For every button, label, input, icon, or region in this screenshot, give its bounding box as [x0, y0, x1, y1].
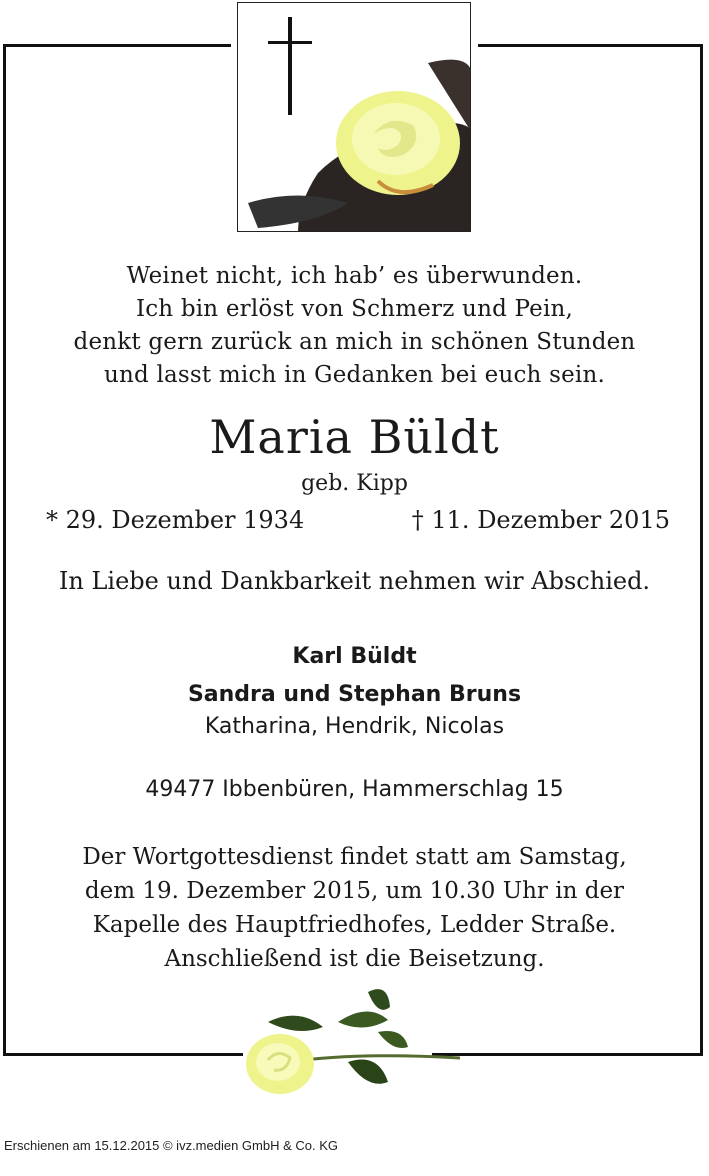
memorial-poem: [30, 260, 679, 392]
mourner-primary: Karl Büldt: [292, 644, 417, 669]
cross-horizontal: [268, 41, 312, 44]
poem-line: denkt gern zurück an mich in schönen Stunden: [73, 329, 636, 355]
frame-bottom-left-line: [3, 1053, 243, 1056]
mourner-address: 49477 Ibbenbüren, Hammerschlag 15: [145, 777, 564, 802]
cross-rose-photo: [237, 2, 471, 232]
rose-petal-inner: [352, 103, 440, 175]
birth-date: * 29. Dezember 1934: [46, 506, 305, 534]
poem-line: Ich bin erlöst von Schmerz und Pein,: [135, 296, 574, 322]
service-line: Anschließend ist die Beisetzung.: [164, 946, 545, 972]
poem-line: und lasst mich in Gedanken bei euch sein.: [104, 362, 605, 388]
service-line: dem 19. Dezember 2015, um 10.30 Uhr in der: [84, 878, 625, 904]
cross-vertical: [288, 17, 292, 115]
leaf-icon: [368, 989, 390, 1010]
service-line: Der Wortgottesdienst findet statt am Samstag,: [82, 844, 627, 870]
publication-footer: Erschienen am 15.12.2015 © ivz.medien GmbH & Co. KG: [4, 1138, 339, 1153]
frame-top-right-line: [478, 44, 703, 47]
frame-bottom-right-line: [432, 1053, 703, 1056]
cross-rose-illustration: [238, 3, 471, 232]
mourner-secondary: Sandra und Stephan Bruns: [187, 682, 522, 707]
bottom-rose-decoration: [228, 982, 464, 1106]
death-date: † 11. Dezember 2015: [411, 506, 670, 534]
rose-illustration: [228, 982, 464, 1106]
mourner-grandchildren: Katharina, Hendrik, Nicolas: [204, 714, 505, 739]
leaf-icon: [268, 1016, 323, 1031]
deceased-name: Maria Büldt: [209, 410, 500, 464]
farewell-line: In Liebe und Dankbarkeit nehmen wir Abschied.: [58, 567, 651, 595]
leaf-icon: [338, 1011, 388, 1027]
frame-top-left-line: [3, 44, 231, 47]
maiden-name: geb. Kipp: [301, 471, 408, 496]
poem-line: Weinet nicht, ich hab’ es überwunden.: [126, 263, 583, 289]
service-line: Kapelle des Hauptfriedhofes, Ledder Straße.: [92, 912, 617, 938]
rose-petal-inner: [256, 1043, 300, 1081]
leaf-icon: [348, 1060, 388, 1084]
leaf-icon: [378, 1031, 408, 1048]
service-details: [30, 840, 679, 976]
